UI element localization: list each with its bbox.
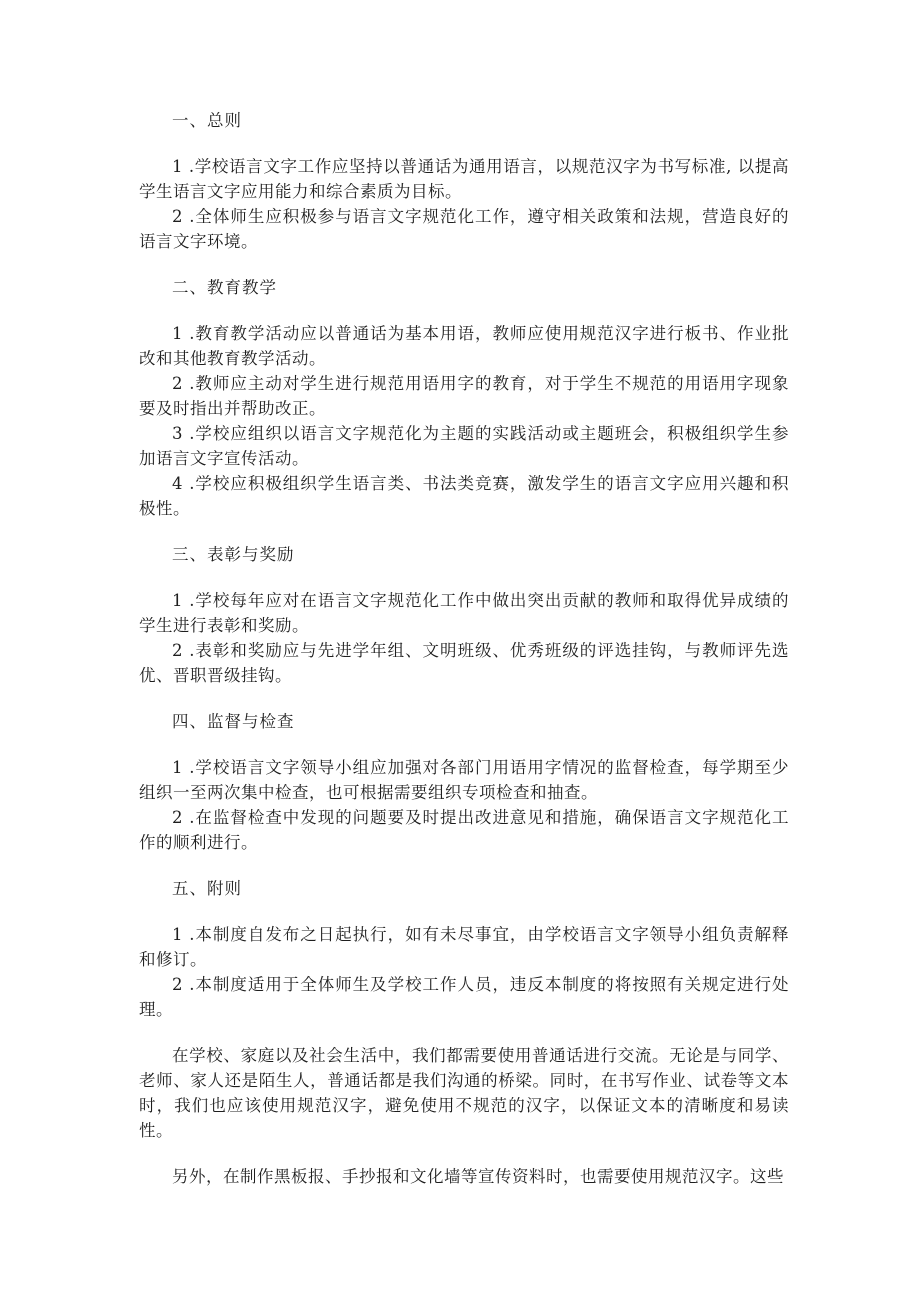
clause-item: 1 .学校每年应对在语言文字规范化工作中做出突出贡献的教师和取得优异成绩的学生进行表彰和奖励。 — [139, 591, 789, 635]
section-supervision — [139, 709, 789, 855]
clause-item: 2 .教师应主动对学生进行规范用语用字的教育，对于学生不规范的用语用字现象要及时指出并帮助改正。 — [139, 374, 789, 418]
section-teaching — [139, 275, 789, 521]
clause-item: 1 .学校语言文字领导小组应加强对各部门用语用字情况的监督检查，每学期至少组织一至两次集中检查，也可根据需要组织专项检查和抽查。 — [139, 758, 789, 802]
section-heading: 三、表彰与奖励 — [172, 545, 295, 564]
document-body — [139, 108, 789, 1210]
section-heading: 二、教育教学 — [172, 278, 277, 297]
clause-item: 1 .本制度自发布之日起执行，如有未尽事宜，由学校语言文字领导小组负责解释和修订。 — [139, 925, 789, 969]
section-supplementary — [139, 876, 789, 1022]
clause-item: 1 .教育教学活动应以普通话为基本用语，教师应使用规范汉字进行板书、作业批改和其他教育教学活动。 — [139, 324, 789, 368]
clause-item: 2 .全体师生应积极参与语言文字规范化工作，遵守相关政策和法规，营造良好的语言文字环境。 — [139, 207, 789, 251]
body-paragraph: 另外，在制作黑板报、手抄报和文化墙等宣传资料时，也需要使用规范汉字。这些 — [172, 1167, 784, 1186]
section-awards — [139, 542, 789, 688]
clause-item: 2 .在监督检查中发现的问题要及时提出改进意见和措施，确保语言文字规范化工作的顺利进行。 — [139, 808, 789, 852]
clause-item: 4 .学校应积极组织学生语言类、书法类竞赛，激发学生的语言文字应用兴趣和积极性。 — [139, 474, 789, 518]
body-paragraph: 在学校、家庭以及社会生活中，我们都需要使用普通话进行交流。无论是与同学、老师、家人还是陌生人，普通话都是我们沟通的桥梁。同时，在书写作业、试卷等文本时，我们也应该使用规范汉字，避免使用不规范的汉字，以保证文本的清晰度和易读性。 — [139, 1046, 789, 1140]
clause-item: 1 .学校语言文字工作应坚持以普通话为通用语言，以规范汉字为书写标准, 以提高学生语言文字应用能力和综合素质为目标。 — [139, 157, 789, 201]
section-heading: 五、附则 — [172, 879, 242, 898]
section-heading: 四、监督与检查 — [172, 712, 295, 731]
clause-item: 2 .本制度适用于全体师生及学校工作人员，违反本制度的将按照有关规定进行处理。 — [139, 975, 789, 1019]
clause-item: 2 .表彰和奖励应与先进学年组、文明班级、优秀班级的评选挂钩，与教师评先选优、晋职晋级挂钩。 — [139, 641, 789, 685]
clause-item: 3 .学校应组织以语言文字规范化为主题的实践活动或主题班会，积极组织学生参加语言文字宣传活动。 — [139, 424, 789, 468]
section-heading: 一、总则 — [172, 111, 242, 130]
section-general — [139, 108, 789, 254]
